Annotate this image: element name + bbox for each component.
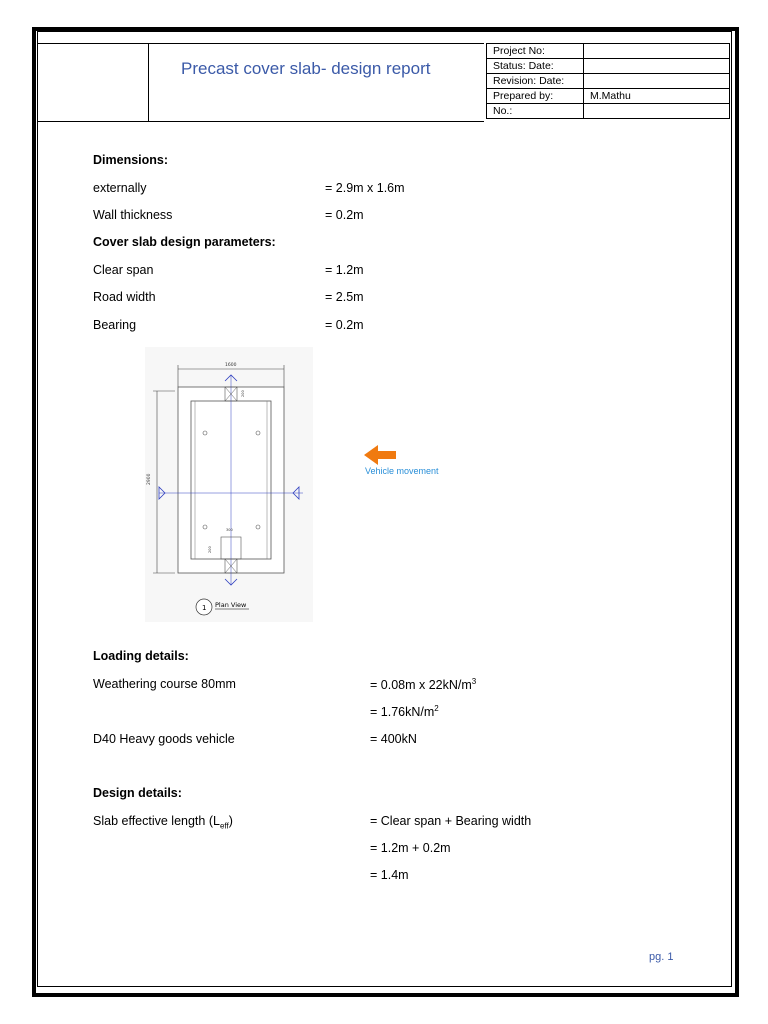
meta-value	[584, 74, 730, 89]
road-width-value: = 2.5m	[325, 290, 364, 304]
subscript: eff	[219, 821, 229, 831]
vehicle-movement-label: Vehicle movement	[365, 466, 439, 476]
report-title: Precast cover slab- design report	[181, 59, 431, 78]
logo-cell	[37, 43, 149, 122]
superscript: 2	[434, 704, 439, 713]
dimensions-heading: Dimensions:	[93, 153, 169, 167]
bottom-rule	[32, 993, 739, 994]
leff-value-1: = Clear span + Bearing width	[370, 814, 532, 828]
clear-span-label: Clear span	[93, 263, 154, 277]
bearing-value: = 0.2m	[325, 318, 364, 332]
loading-heading: Loading details:	[93, 649, 189, 663]
meta-value	[584, 44, 730, 59]
arrow-shape	[364, 445, 396, 465]
meta-label: No.:	[487, 104, 584, 119]
meta-row	[487, 104, 730, 119]
wall-thickness-value: = 0.2m	[325, 208, 364, 222]
road-width-label: Road width	[93, 290, 156, 304]
leff-value-2: = 1.2m + 0.2m	[370, 841, 451, 855]
plan-view-drawing	[145, 347, 313, 622]
leff-value-3: = 1.4m	[370, 868, 409, 882]
vehicle-load-value: = 400kN	[370, 732, 417, 746]
meta-value	[584, 59, 730, 74]
meta-label: Status: Date:	[487, 59, 584, 74]
dim-side-label: 2900	[147, 473, 152, 485]
leff-label-end: )	[228, 814, 233, 828]
plan-view-svg	[145, 347, 313, 622]
dim-top-label: 1600	[225, 363, 237, 368]
weathering-label: Weathering course 80mm	[93, 677, 236, 691]
parameters-heading: Cover slab design parameters:	[93, 235, 276, 249]
meta-label: Project No:	[487, 44, 584, 59]
vehicle-load-label: D40 Heavy goods vehicle	[93, 732, 235, 746]
vehicle-movement-indicator	[360, 442, 460, 482]
dim-small-label: 200	[208, 546, 212, 553]
meta-value: M.Mathu	[584, 89, 730, 104]
weathering-value-1	[370, 677, 476, 692]
weathering-value-2-main: = 1.76kN/m	[370, 705, 435, 720]
meta-row	[487, 59, 730, 74]
superscript: 3	[471, 677, 477, 686]
view-number: 1	[202, 604, 207, 612]
view-title: Plan View	[215, 601, 247, 609]
project-meta-table	[486, 43, 730, 119]
meta-label: Prepared by:	[487, 89, 584, 104]
weathering-value-2	[370, 704, 439, 719]
dim-small-label: 200	[241, 390, 245, 397]
wall-thickness-label: Wall thickness	[93, 208, 173, 222]
title-cell	[147, 43, 484, 122]
report-header	[37, 43, 731, 122]
meta-row	[487, 74, 730, 89]
dim-small-label: 300	[226, 528, 233, 532]
leff-label-main: Slab effective length (L	[93, 814, 220, 828]
weathering-value-1-main: = 0.08m x 22kN/m	[370, 678, 472, 693]
leff-label	[93, 814, 233, 831]
page-number: pg. 1	[649, 951, 674, 963]
externally-value: = 2.9m x 1.6m	[325, 181, 405, 195]
arrow-left-icon	[360, 442, 400, 468]
design-heading: Design details:	[93, 786, 182, 800]
clear-span-value: = 1.2m	[325, 263, 364, 277]
externally-label: externally	[93, 181, 147, 195]
bearing-label: Bearing	[93, 318, 137, 332]
meta-row	[487, 44, 730, 59]
meta-value	[584, 104, 730, 119]
meta-row	[487, 89, 730, 104]
meta-label: Revision: Date:	[487, 74, 584, 89]
